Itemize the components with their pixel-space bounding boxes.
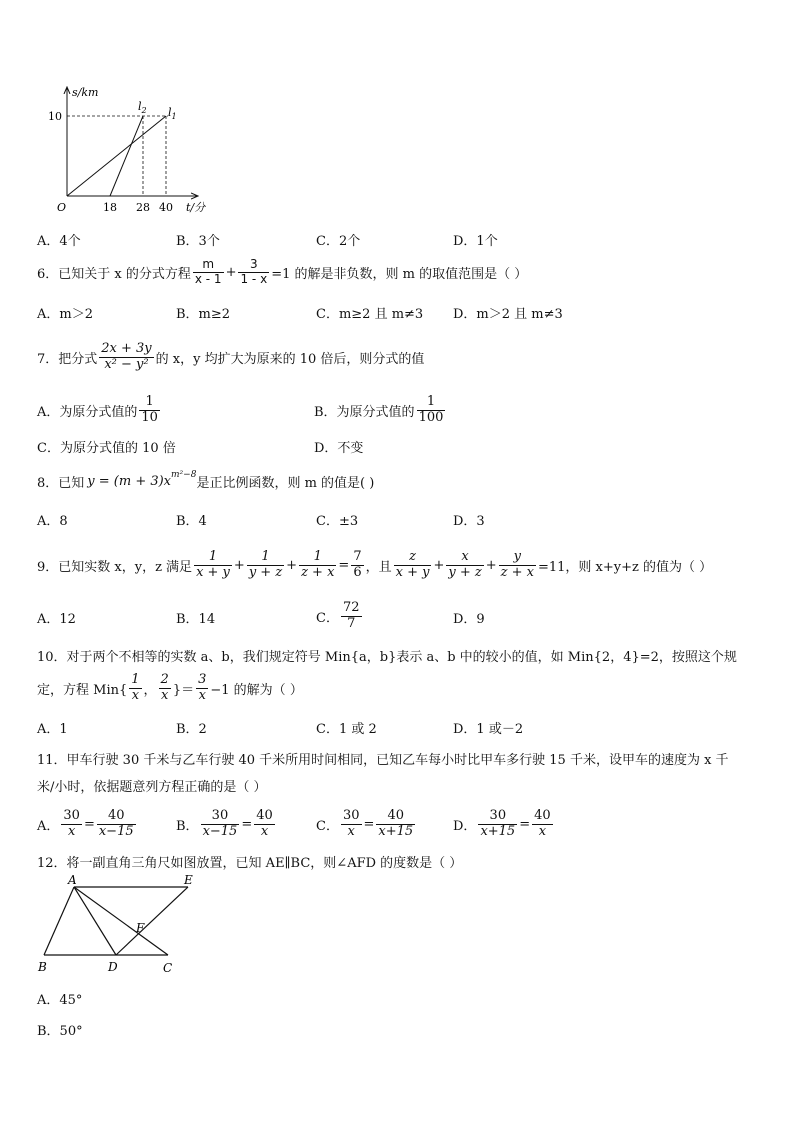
q11-d-right-num: 40 [534,807,551,823]
q8-suffix: 是正比例函数，则 m 的值是( ) [196,475,375,491]
q9-option-b[interactable]: B．14 [176,612,216,627]
q9-stem: 9．已知实数 x，y，z 满足 $\frac{1}{x + y}$ + $\frac{1}{y + z}$ + $\frac{1}{z + x}$ = $\frac{7}{6}$ ，且 $\frac{z}{x + y}$ + $\frac{x}{y + z}$ + $\frac{y}{z + x}$ =11，则 x+y+z 的值为（ ） [37,548,713,580]
distance-time-graph [40,80,230,220]
q10-frac-2-den: x [161,687,169,703]
q11-b-left-num: 30 [201,809,240,825]
q8-option-d[interactable]: D．3 [453,514,485,529]
x-tick-40: 40 [159,201,173,214]
q11-d-left [478,809,517,840]
q10-frac-3 [196,673,208,704]
q9-frac-b2 [446,550,483,581]
q5-option-d[interactable]: D．1个 [453,234,498,249]
q8-option-a[interactable]: A．8 [37,514,68,529]
point-b-label: B [38,960,47,974]
q11-option-c-label: C． [316,818,339,834]
q11-b-right-den: x [260,823,269,839]
segment-ab [44,887,74,955]
segment-de [116,887,188,955]
q11-c-right [376,809,415,840]
q9-frac-b3-den: z + x [500,564,534,580]
q11-d-right-den: x [538,823,547,839]
q10-frac-1 [129,673,141,704]
q9-frac-a2 [247,550,284,581]
q6-suffix: =1 的解是非负数，则 m 的取值范围是（ ） [271,266,528,282]
q9-frac-r [351,550,363,581]
q8-equation: y = (m + 3)x [87,473,172,489]
q7-stem [37,337,424,377]
q6-option-c[interactable]: C．m≥2 且 m≠3 [316,307,424,322]
q12-option-b[interactable]: B．50° [37,1024,83,1039]
q10-mid: }＝ [172,682,195,698]
q5-option-a[interactable]: A．4个 [37,234,81,249]
q7-option-b-den: 100 [418,409,444,425]
q6-fraction-1 [193,258,224,287]
q12-stem: 12．将一副直角三角尺如图放置，已知 AE∥BC，则∠AFD 的度数是（ ） [37,856,463,871]
q10-option-b[interactable]: B．2 [176,722,207,737]
q11-d-right [532,809,553,840]
x-tick-18: 18 [103,201,117,214]
point-a-label: A [68,875,77,887]
q10-suffix: −1 的解为（ ） [210,682,303,698]
q9-option-c[interactable] [316,596,364,636]
q6-fraction-2 [238,258,269,287]
q6-fraction-1-num: m [193,258,224,273]
q12-option-a[interactable]: A．45° [37,993,83,1008]
q8-prefix: 8．已知 [37,475,85,491]
point-f-label: F [136,921,145,935]
q11-b-right [254,809,275,840]
q10-stem-line1: 10．对于两个不相等的实数 a、b，我们规定符号 Min{a，b}表示 a、b 中的较小的值，如 Min{2，4}=2，按照这个规 [37,650,737,665]
q11-b-left [201,809,240,840]
q7-suffix: 的 x，y 均扩大为原来的 10 倍后，则分式的值 [155,351,425,367]
q9-mid: ，且 [365,559,392,575]
q9-frac-b1 [394,550,432,581]
q8-option-c[interactable]: C．±3 [316,514,359,529]
q11-b-left-den: x−15 [202,823,238,839]
q8-option-b[interactable]: B．4 [176,514,207,529]
q7-fraction-den: x² − y² [104,356,149,372]
q7-prefix: 7．把分式 [37,351,98,367]
q6-plus: + [225,264,237,280]
q7-fraction-num: 2x + 3y [101,340,152,356]
q9-option-a[interactable]: A．12 [37,612,76,627]
q9-prefix: 9．已知实数 x，y，z 满足 [37,559,193,575]
q11-c-left-num: 30 [342,807,360,823]
line-l2 [110,116,143,196]
q9-frac-r-num: 7 [353,548,362,564]
q11-option-d[interactable]: D． $\frac{30}{x+15}$ = $\frac{40}{x}$ [453,807,551,839]
q9-frac-r-den: 6 [353,564,362,580]
q9-option-d[interactable]: D．9 [453,612,485,627]
q7-option-c[interactable]: C．为原分式值的 10 倍 [37,441,176,456]
q6-fraction-2-num: 3 [238,258,269,273]
q10-frac-1-num: 1 [131,671,140,687]
q9-equals: = [338,557,350,573]
q11-a-left-den: x [67,823,76,839]
point-c-label: C [163,961,173,975]
q7-option-b-text: B．为原分式值的 [314,404,415,420]
q6-prefix: 6．已知关于 x 的分式方程 [37,266,191,282]
q10-option-c[interactable]: C．1 或 2 [316,722,377,737]
q6-fraction-2-den: 1 - x [240,271,268,286]
q9-frac-a1 [194,550,232,581]
point-e-label: E [184,875,193,887]
q11-option-b-label: B． [176,818,199,834]
q9-suffix: =11，则 x+y+z 的值为（ ） [537,559,713,575]
q7-fraction [99,342,153,373]
q9-option-c-num: 72 [342,599,360,615]
q9-frac-b1-num: z [394,550,432,566]
q10-option-a[interactable]: A．1 [37,722,68,737]
origin-label: O [57,201,67,214]
q9-frac-a1-num: 1 [194,550,232,566]
q11-option-a-label: A． [37,818,60,834]
q11-c-right-num: 40 [376,809,415,825]
q6-stem [37,254,527,290]
q9-option-c-label: C． [316,610,339,626]
q9-frac-b2-num: x [446,550,483,566]
q7-option-b[interactable] [314,390,447,430]
q11-d-left-den: x+15 [480,823,516,839]
q9-frac-a2-den: y + z [248,564,283,580]
x-axis-label: t/分 [186,201,206,214]
q11-c-right-den: x+15 [378,823,414,839]
y-value-label: 10 [48,110,62,123]
q9-frac-b1-den: x + y [395,564,430,580]
q10-prefix: 定，方程 Min{ [37,682,128,698]
q10-frac-2-num: 2 [160,671,169,687]
q10-frac-2 [159,673,171,704]
q11-option-a[interactable]: A． $\frac{30}{x}$ = $\frac{40}{x-15}$ [37,807,134,839]
q6-fraction-1-den: x - 1 [194,271,222,286]
q9-frac-a3-den: z + x [301,564,335,580]
q9-option-c-fraction [341,601,362,632]
segment-ac [74,887,168,955]
q11-option-b[interactable]: B． $\frac{30}{x-15}$ = $\frac{40}{x}$ [176,807,273,839]
point-d-label: D [108,960,118,974]
q11-a-left-num: 30 [63,807,80,823]
q5-option-c[interactable]: C．2个 [316,234,361,249]
q11-option-c[interactable]: C． $\frac{30}{x}$ = $\frac{40}{x+15}$ [316,807,414,839]
line-l2-label: $l_2$ [138,100,147,115]
q11-a-right-den: x−15 [98,823,134,839]
q6-option-b[interactable]: B．m≥2 [176,307,231,322]
q7-option-a-num: 1 [139,395,160,411]
q10-option-d[interactable]: D．1 或－2 [453,722,524,737]
q11-a-right-num: 40 [97,809,136,825]
x-tick-28: 28 [136,201,150,214]
q11-d-left-num: 30 [478,809,517,825]
q10-stem-line2 [37,668,303,708]
q7-option-a-text: A．为原分式值的 [37,404,138,420]
q7-option-b-fraction [417,395,446,426]
q10-frac-3-den: x [198,687,206,703]
q11-a-right [97,809,136,840]
q9-frac-b3 [499,550,536,581]
q9-frac-b3-num: y [499,550,536,566]
q9-frac-b2-den: y + z [448,564,482,580]
q11-c-left [341,809,362,840]
q11-c-left-den: x [347,823,355,839]
q6-option-a[interactable]: A．m＞2 [37,307,93,322]
q9-option-c-den: 7 [347,615,356,631]
q5-option-b[interactable]: B．3个 [176,234,220,249]
q7-option-d[interactable]: D．不变 [314,441,364,456]
q8-stem [37,470,374,492]
q9-frac-a3 [299,550,336,581]
q9-frac-a3-num: 1 [299,550,336,566]
q11-a-left [61,809,82,840]
q11-stem-line2: 米/小时，依据题意列方程正确的是（ ） [37,780,267,795]
q7-option-a-fraction [139,395,160,426]
q10-comma: ， [143,682,157,698]
q11-b-right-num: 40 [256,807,273,823]
q7-option-a[interactable] [37,390,162,430]
q7-option-b-num: 1 [417,395,446,411]
q6-option-d[interactable]: D．m＞2 且 m≠3 [453,307,563,322]
segment-ad [74,887,116,955]
q10-frac-3-num: 3 [198,671,207,687]
triangle-ruler-diagram [36,875,206,980]
q9-frac-a1-den: x + y [196,564,230,580]
y-axis-label: s/km [72,86,99,99]
q9-frac-a2-num: 1 [247,550,284,566]
q11-stem-line1: 11．甲车行驶 30 千米与乙车行驶 40 千米所用时间相同，已知乙车每小时比甲车多行驶 15 千米，设甲车的速度为 x 千 [37,753,729,768]
q11-option-d-label: D． [453,818,477,834]
q8-exponent: m²−8 [171,470,197,480]
line-l1 [67,116,166,196]
q7-option-a-den: 10 [141,409,158,425]
q10-frac-1-den: x [131,687,140,703]
line-l1-label: $l_1$ [168,106,177,121]
